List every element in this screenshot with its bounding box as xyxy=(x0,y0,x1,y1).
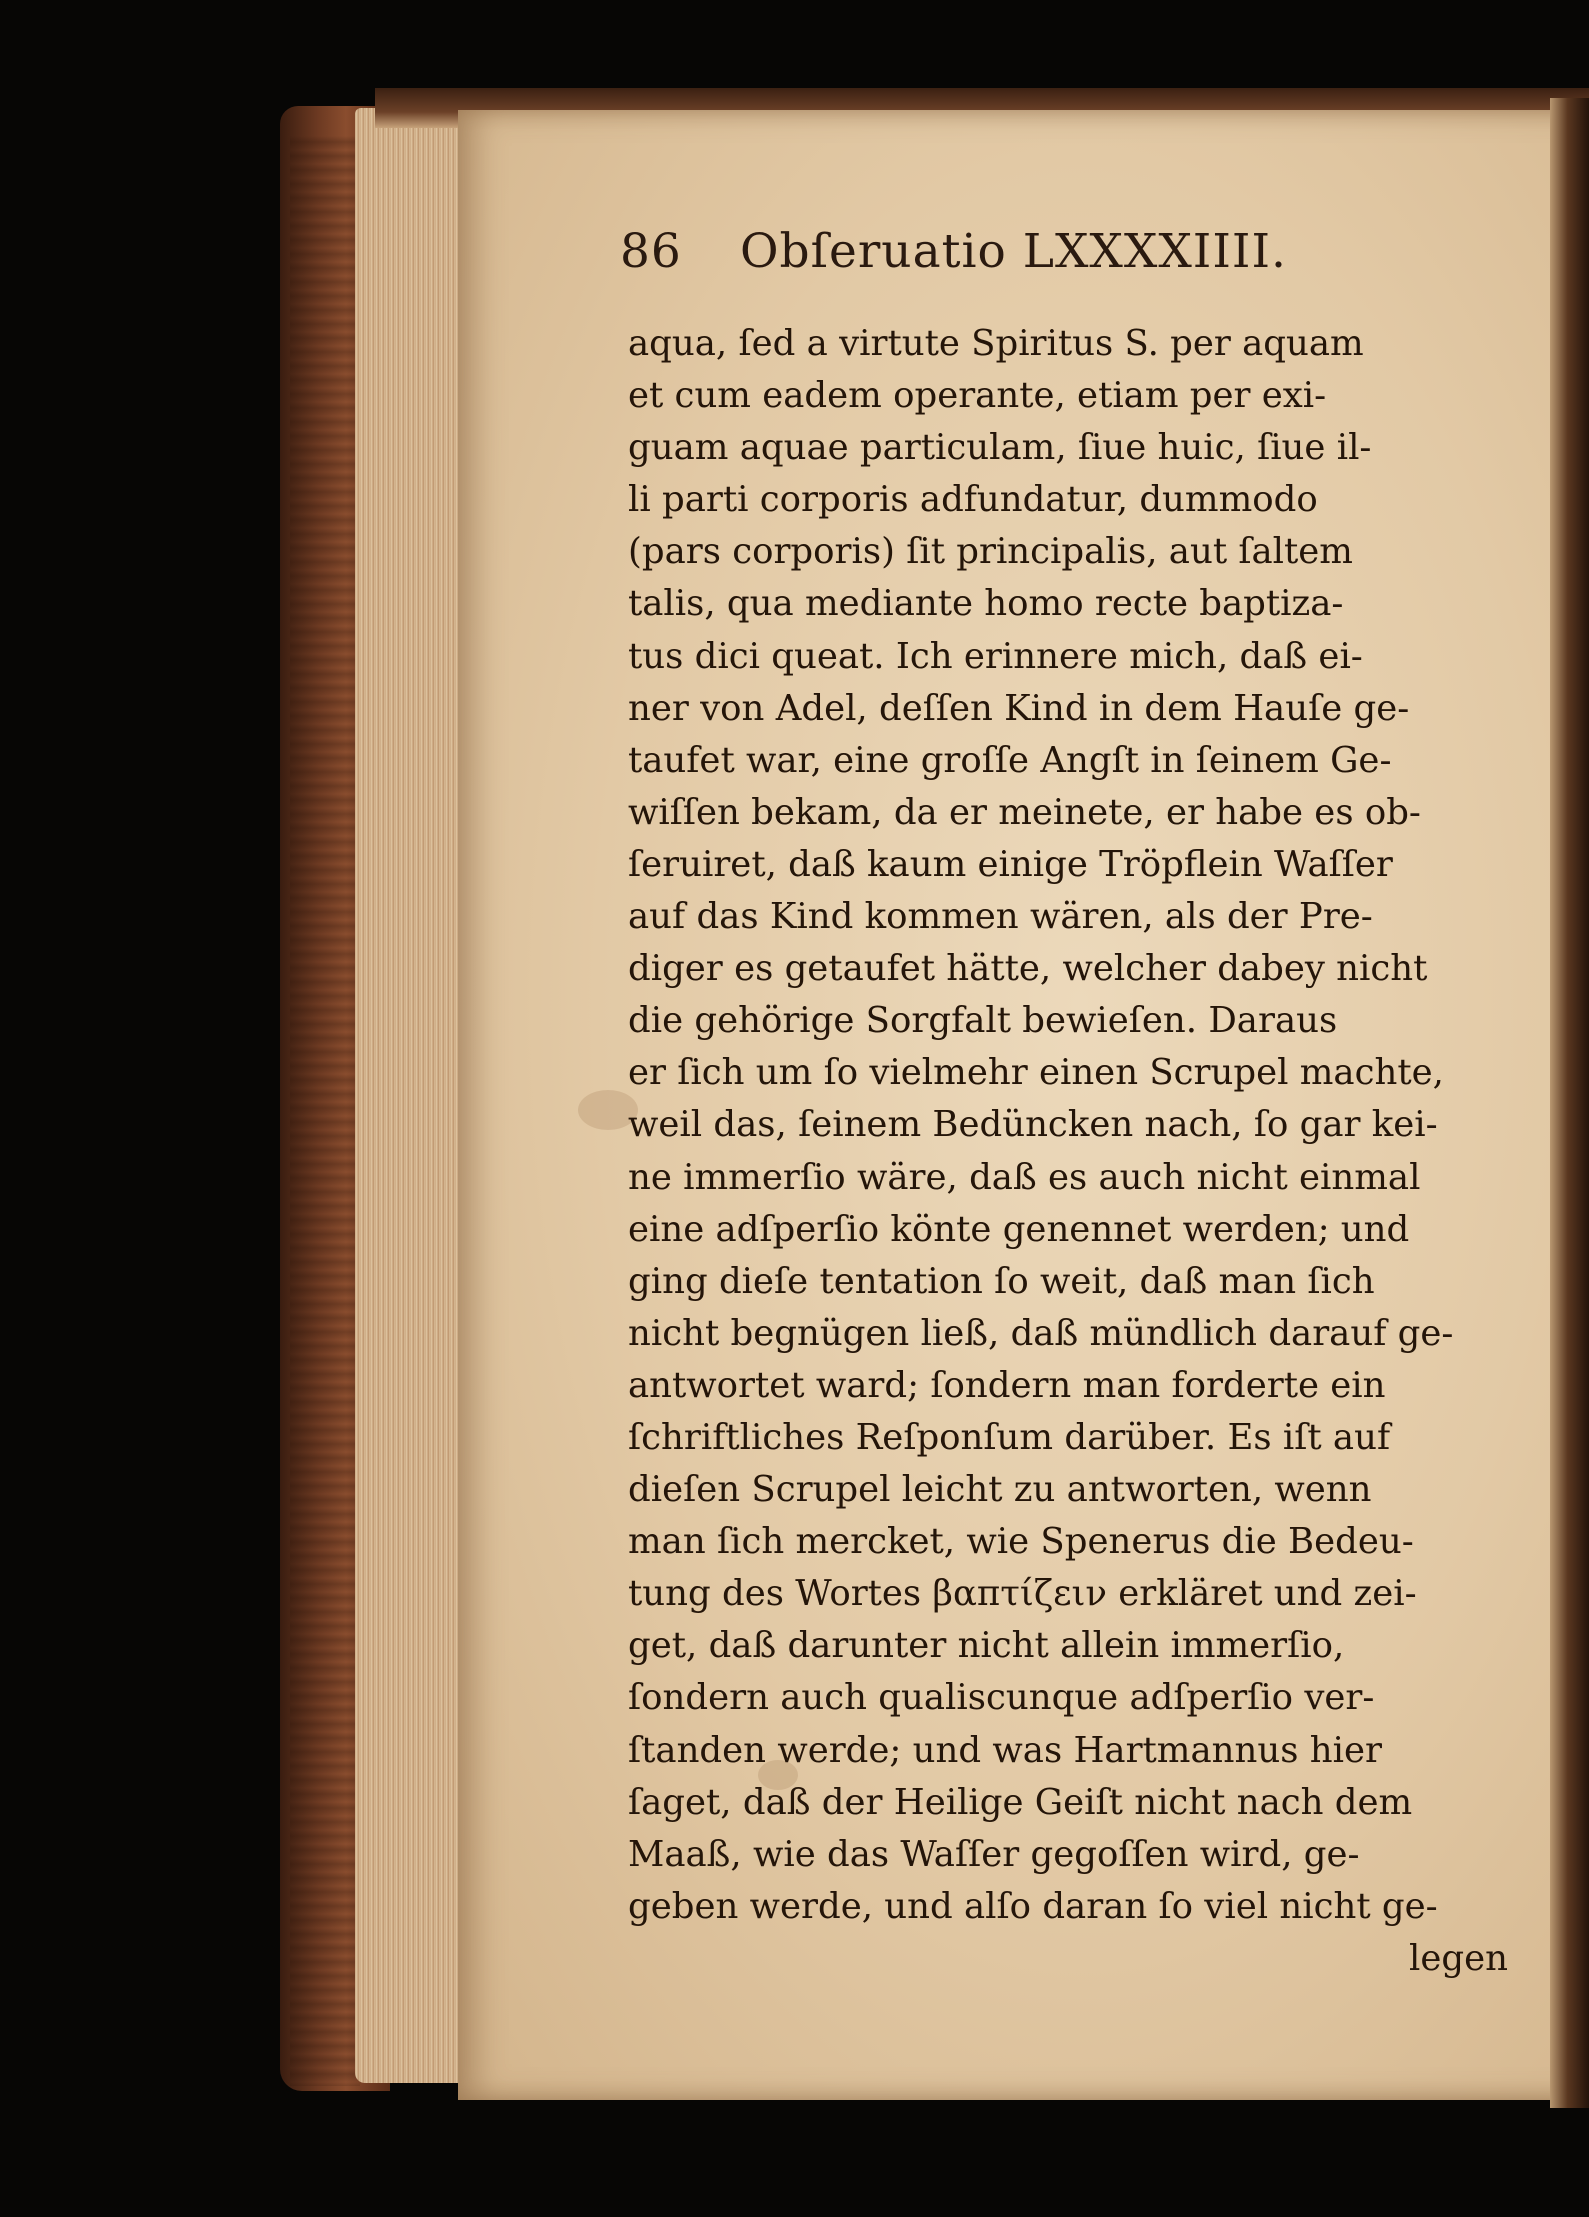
text-line: guam aquae particulam, ſiue huic, ſiue il- xyxy=(628,427,1372,469)
text-line: ſaget, daß der Heilige Geiſt nicht nach dem xyxy=(628,1781,1413,1823)
text-line: ging dieſe tentation ſo weit, daß man ſich xyxy=(628,1260,1375,1302)
text-line: antwortet ward; ſondern man forderte ein xyxy=(628,1364,1386,1406)
text-line: et cum eadem operante, etiam per exi- xyxy=(628,375,1327,417)
text-line: get, daß darunter nicht allein immerſio, xyxy=(628,1625,1345,1667)
page-number: 86 xyxy=(620,224,682,279)
text-line: eine adſperſio könte genennet werden; und xyxy=(628,1208,1410,1250)
text-line: aqua, ſed a virtute Spiritus S. per aquam xyxy=(628,323,1364,364)
text-line: ner von Adel, deſſen Kind in dem Hauſe ge- xyxy=(628,687,1410,729)
text-line: (pars corporis) ſit principalis, aut ſaltem xyxy=(628,531,1353,573)
text-line: Maaß, wie das Waſſer gegoſſen wird, ge- xyxy=(628,1833,1360,1875)
text-line: die gehörige Sorgfalt bewieſen. Daraus xyxy=(628,1000,1338,1042)
text-line: wiſſen bekam, da er meinete, er habe es ob- xyxy=(628,791,1421,833)
text-line: geben werde, und alſo daran ſo viel nicht ge- xyxy=(628,1885,1438,1927)
text-line: er ſich um ſo vielmehr einen Scrupel machte, xyxy=(628,1052,1444,1094)
text-line: talis, qua mediante homo recte baptiza- xyxy=(628,583,1344,625)
text-line: weil das, ſeinem Bedüncken nach, ſo gar kei- xyxy=(628,1104,1438,1146)
text-line: li parti corporis adfundatur, dummodo xyxy=(628,479,1318,521)
facing-page-edge xyxy=(1550,98,1589,2108)
text-line: man ſich mercket, wie Spenerus die Bedeu- xyxy=(628,1521,1414,1563)
running-header xyxy=(620,224,1440,294)
text-line: ſtanden werde; und was Hartmannus hier xyxy=(628,1729,1382,1771)
catchword: legen xyxy=(1409,1937,1508,1979)
text-line: ſchriftliches Reſponſum darüber. Es iſt auf xyxy=(628,1416,1391,1458)
page-edges xyxy=(355,108,465,2083)
body-text xyxy=(628,318,1508,1985)
text-line: ſeruiret, daß kaum einige Tröpflein Waſſer xyxy=(628,843,1393,885)
text-line: ſondern auch qualiscunque adſperſio ver- xyxy=(628,1677,1375,1719)
text-line: auf das Kind kommen wären, als der Pre- xyxy=(628,896,1373,938)
text-line: ne immerſio wäre, daß es auch nicht einmal xyxy=(628,1156,1421,1198)
text-line: tung des Wortes βαπτίζειν erkläret und zei- xyxy=(628,1573,1417,1615)
running-title: Obſeruatio LXXXXIIII. xyxy=(740,224,1287,279)
text-line: tus dici queat. Ich erinnere mich, daß ei- xyxy=(628,635,1363,677)
text-line: nicht begnügen ließ, daß mündlich darauf ge- xyxy=(628,1312,1454,1354)
text-line: taufet war, eine groſſe Angſt in ſeinem Ge- xyxy=(628,739,1392,781)
text-line: diger es getaufet hätte, welcher dabey nicht xyxy=(628,948,1428,990)
text-line: dieſen Scrupel leicht zu antworten, wenn xyxy=(628,1469,1372,1511)
